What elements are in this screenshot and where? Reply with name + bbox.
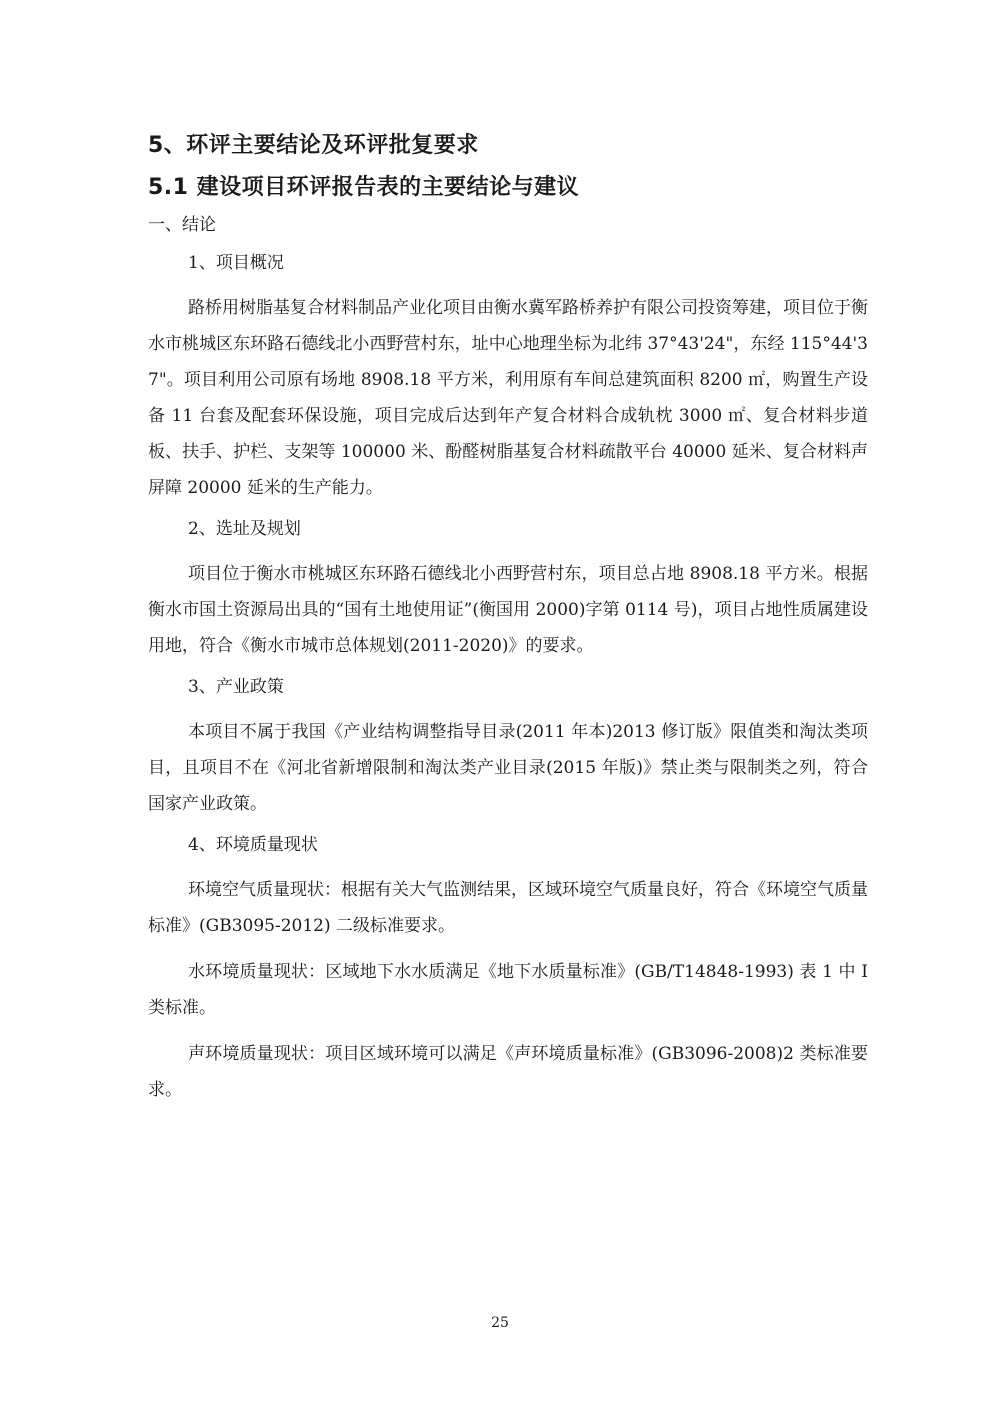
paragraph-noise-quality: 声环境质量现状：项目区域环境可以满足《声环境质量标准》(GB3096-2008)2 类标准要求。: [148, 1044, 868, 1100]
block-heading: 3、产业政策: [188, 677, 284, 697]
page-number: 25: [491, 1315, 509, 1331]
subsection-title: 5.1 建设项目环评报告表的主要结论与建议: [148, 175, 580, 200]
block-industrial-policy: [148, 674, 868, 822]
paragraph: 本项目不属于我国《产业结构调整指导目录(2011 年本)2013 修订版》限值类和淘汰类项目，且项目不在《河北省新增限制和淘汰类产业目录(2015 年版)》禁止类与限制类之列，符合国家产业政策。: [148, 722, 868, 814]
level1-heading: 一、结论: [148, 215, 216, 235]
block-heading: 4、环境质量现状: [188, 835, 318, 855]
document-body: [148, 128, 868, 1118]
paragraph: 项目位于衡水市桃城区东环路石德线北小西野营村东，项目总占地 8908.18 平方米。根据衡水市国土资源局出具的“国有土地使用证”(衡国用 2000)字第 0114 号)，项目占地性质属建设用地，符合《衡水市城市总体规划(2011-2020)》的要求。: [148, 564, 868, 656]
block-environment-status: [148, 832, 868, 1108]
block-heading: 1、项目概况: [188, 253, 284, 273]
paragraph-water-quality: 水环境质量现状：区域地下水水质满足《地下水质量标准》(GB/T14848-1993) 表 1 中 I 类标准。: [148, 962, 868, 1018]
block-site-planning: [148, 516, 868, 664]
block-heading: 2、选址及规划: [188, 519, 301, 539]
paragraph-air-quality: 环境空气质量现状：根据有关大气监测结果，区域环境空气质量良好，符合《环境空气质量标准》(GB3095-2012) 二级标准要求。: [148, 880, 868, 936]
section-title: 5、环评主要结论及环评批复要求: [148, 133, 479, 158]
block-project-overview: [148, 250, 868, 506]
paragraph: 路桥用树脂基复合材料制品产业化项目由衡水冀军路桥养护有限公司投资筹建，项目位于衡水市桃城区东环路石德线北小西野营村东，址中心地理坐标为北纬 37°43'24"，东经 115°44'37"。项目利用公司原有场地 8908.18 平方米，利用原有车间总建筑面积 8200 ㎡，购置生产设备 11 台套及配套环保设施，项目完成后达到年产复合材料合成轨枕 3000 ㎡、复合材料步道板、扶手、护栏、支架等 100000 米、酚醛树脂基复合材料疏散平台 40000 延米、复合材料声屏障 20000 延米的生产能力。: [148, 298, 868, 498]
